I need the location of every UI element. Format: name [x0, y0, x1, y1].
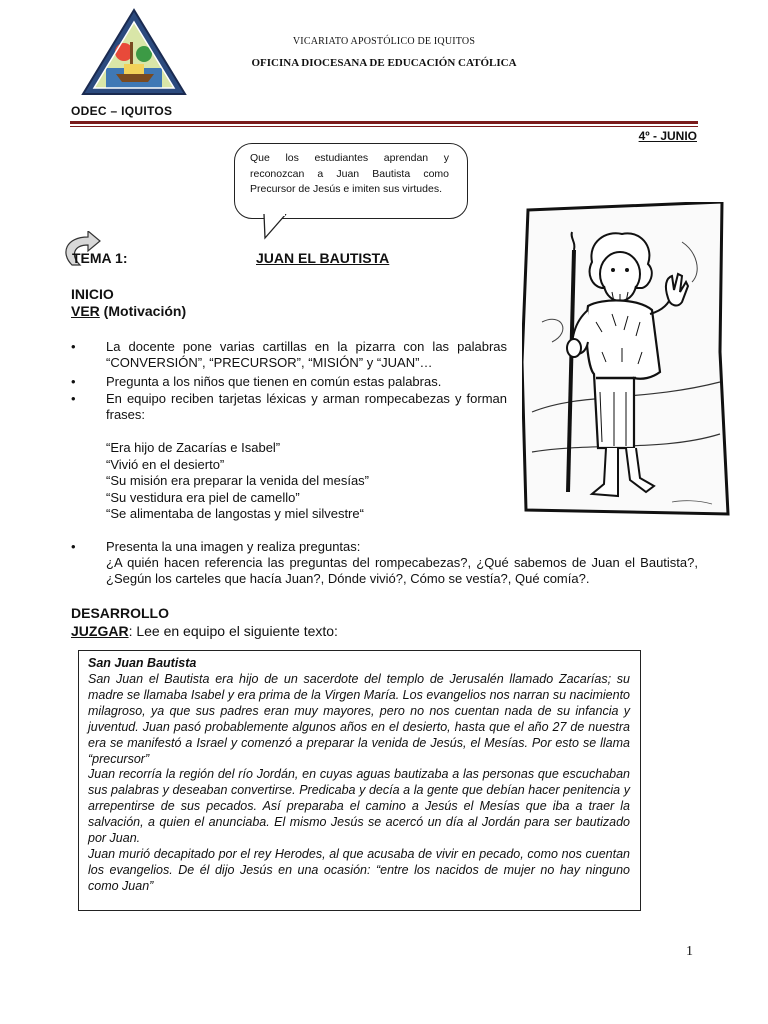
bullet-text-4 [106, 539, 698, 587]
bullet-dot: • [71, 374, 76, 389]
reading-paragraph: San Juan el Bautista era hijo de un sacerdote del templo de Jerusalén llamado Zacarías; su madre se llamaba Isabel y era prima de la Virgen María. Los evangelios nos narran su nacimiento milagroso, ya que sus padres eran muy mayores, pero no nos cuentan nada de su infancia y juventud. Juan pasó probablemente algunos años en el desierto, hasta que el año 27 de nuestra era se manifestó a Israel y comenzó a preparar la venida de Jesús, el Mesías. Por esto se llama “precursor” [88, 672, 630, 766]
reading-title: San Juan Bautista [88, 656, 197, 670]
reading-body [88, 672, 630, 895]
bubble-tail [262, 214, 292, 240]
bullet-4-line-1: Presenta la una imagen y realiza preguntas: [106, 539, 361, 554]
objective-text: Que los estudiantes aprendan y reconozcan a Juan Bautista como Precursor de Jesús e imiten sus virtudes. [250, 152, 449, 195]
john-the-baptist-illustration [522, 202, 730, 516]
juzgar-heading [71, 623, 338, 639]
topic-title: JUAN EL BAUTISTA [256, 250, 390, 266]
phrase-item: “Se alimentaba de langostas y miel silvestre“ [106, 506, 364, 521]
phrase-item: “Vivió en el desierto” [106, 457, 225, 472]
reading-paragraph: Juan murió decapitado por el rey Herodes, al que acusaba de vivir en pecado, como nos cuentan los evangelios. De él dijo Jesús en una ocasión: “entre los nacidos de mujer no hay ninguno como Juan” [88, 846, 630, 893]
org-line-1: VICARIATO APOSTÓLICO DE IQUITOS [292, 36, 476, 47]
ver-heading [71, 303, 186, 319]
header-rule [70, 121, 698, 124]
phrase-item: “Su vestidura era piel de camello” [106, 490, 300, 505]
header-rule-thin [70, 126, 698, 127]
desarrollo-heading: DESARROLLO [71, 605, 169, 621]
bullet-dot: • [71, 339, 76, 354]
juzgar-label: JUZGAR [71, 623, 129, 639]
org-line-2: OFICINA DIOCESANA DE EDUCACIÓN CATÓLICA [251, 57, 517, 69]
vicariate-logo [80, 8, 188, 98]
bullet-text-1: La docente pone varias cartillas en la pizarra con las palabras “CONVERSIÓN”, “PRECURSOR”, “MISIÓN” y “JUAN”… [106, 339, 507, 370]
date-label: 4º - JUNIO [638, 129, 697, 143]
topic-label: TEMA 1: [72, 250, 128, 266]
ver-label: VER [71, 303, 100, 319]
inicio-heading: INICIO [71, 286, 114, 302]
bullet-text-2: Pregunta a los niños que tienen en común estas palabras. [106, 374, 442, 389]
bullet-dot: • [71, 391, 76, 406]
reading-paragraph: Juan recorría la región del río Jordán, en cuyas aguas bautizaba a las personas que escuchaban sus palabras y deseaban convertirse. Predicaba y decía a la gente que debían hacer penitencia y arrepentirse de sus pecados. Así preparaba el camino a Jesús el Mesías que iba a traer la salvación, a quien el anunciaba. El mismo Jesús se acercó un día al Jordán para ser bautizado por Juan. [88, 767, 630, 846]
juzgar-suffix: : Lee en equipo el siguiente texto: [128, 623, 338, 639]
bullet-dot: • [71, 539, 76, 554]
bullet-4-questions: ¿A quién hacen referencia las preguntas del rompecabezas?, ¿Qué sabemos de Juan el Bautista?, ¿Según los carteles que hacía Juan?, Dónde vivió?, Cómo se vestía?, Qué comía?. [106, 555, 698, 586]
phrase-item: “Su misión era preparar la venida del mesías” [106, 473, 370, 488]
ver-suffix: (Motivación) [99, 303, 187, 319]
page-number: 1 [686, 944, 693, 959]
bullet-text-3: En equipo reciben tarjetas léxicas y arman rompecabezas y forman frases: [106, 391, 507, 422]
odec-label: ODEC – IQUITOS [71, 104, 173, 118]
phrase-item: “Era hijo de Zacarías e Isabel” [106, 440, 281, 455]
